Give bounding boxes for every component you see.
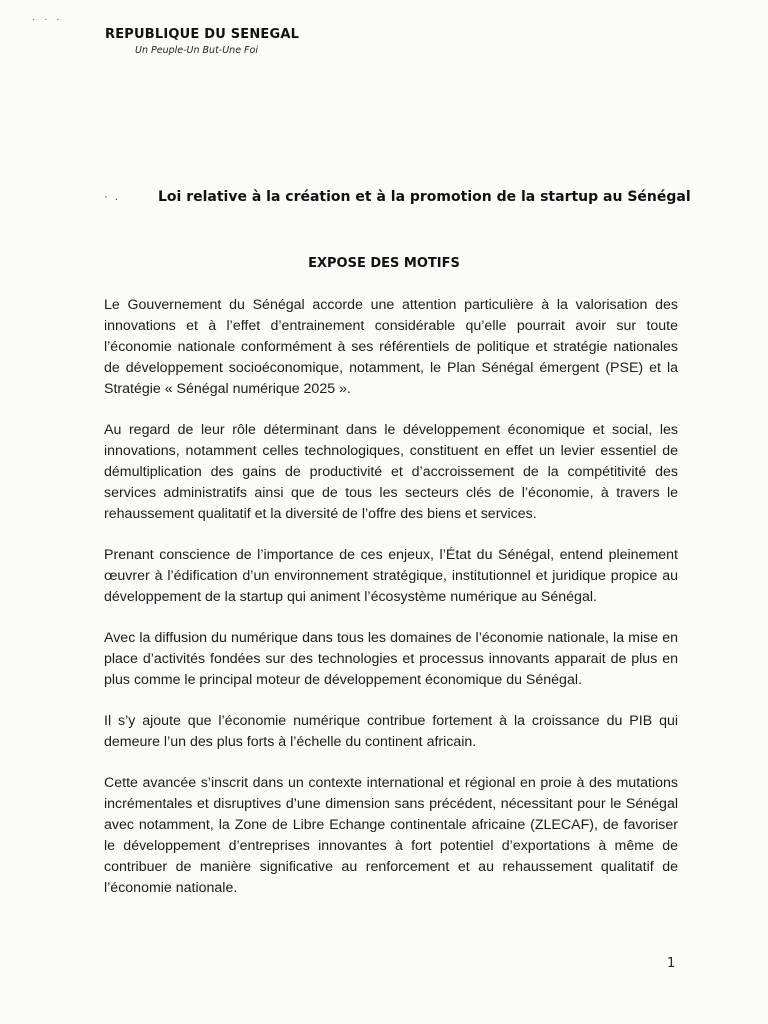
paragraph: Il s’y ajoute que l’économie numérique contribue fortement à la croissance du PIB qui demeure l’un des plus forts à l’échelle du continent africain.: [104, 713, 678, 750]
scan-artifact: · · ·: [32, 14, 63, 25]
paragraph: Prenant conscience de l’importance de ces enjeux, l’État du Sénégal, entend pleinement œuvrer à l’édification d’un environnement stratégique, institutionnel et juridique propice au développement de la startup qui animent l’écosystème numérique au Sénégal.: [104, 547, 678, 605]
paragraph: Le Gouvernement du Sénégal accorde une attention particulière à la valorisation des innovations et à l’effet d’entrainement considérable qu’elle pourrait avoir sur toute l’économie nationale conformément à ses référentiels de politique et stratégie nationales de développement socioéconomique, notamment, le Plan Sénégal émergent (PSE) et la Stratégie « Sénégal numérique 2025 ».: [104, 297, 678, 397]
section-title: EXPOSE DES MOTIFS: [308, 256, 460, 271]
paragraph: Au regard de leur rôle déterminant dans le développement économique et social, les innovations, notamment celles technologiques, constituent en effet un levier essentiel de démultiplication des gains de productivité et d’accroissement de la compétitivité des services administratifs ainsi que de tous les secteurs clés de l’économie, à travers le rehaussement qualitatif et la diversité de l’offre des biens et services.: [104, 422, 678, 522]
body-text: [104, 295, 678, 919]
document-header: [105, 27, 299, 56]
paragraph: Cette avancée s’inscrit dans un contexte international et régional en proie à des mutations incrémentales et disruptives d’une dimension sans précédent, nécessitant pour le Sénégal avec notamment, la Zone de Libre Echange continentale africaine (ZLECAF), de favoriser le développement d’entreprises innovantes à fort potentiel d’exportations à même de contribuer de manière significative au renforcement et au rehaussement qualitatif de l’économie nationale.: [104, 775, 678, 896]
page-number: 1: [667, 956, 676, 971]
national-motto: Un Peuple-Un But-Une Foi: [135, 45, 258, 56]
document-title: Loi relative à la création et à la promotion de la startup au Sénégal: [158, 189, 691, 205]
country-name: REPUBLIQUE DU SENEGAL: [105, 27, 300, 42]
paragraph: Avec la diffusion du numérique dans tous les domaines de l’économie nationale, la mise en place d’activités fondées sur des technologies et processus innovants apparait de plus en plus comme le principal moteur de développement économique du Sénégal.: [104, 630, 678, 688]
scan-artifact-mark: · .: [104, 189, 118, 203]
